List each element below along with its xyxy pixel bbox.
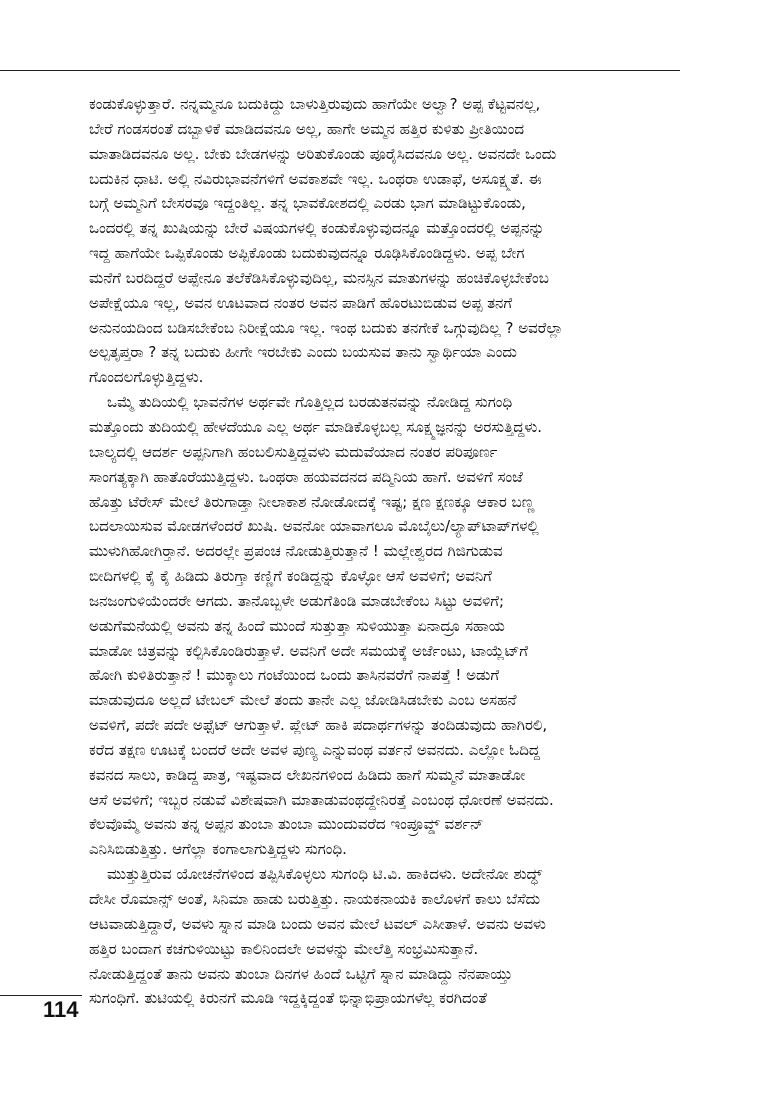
text-line: ಹತ್ತಿರ ಬಂದಾಗ ಕಚಗುಳಿಯಿಟ್ಟು ಕಾಲಿನಿಂದಲೇ ಅವಳನ್ನು ಮೇಲೆತ್ತಿ ಸಂಭ್ರಮಿಸುತ್ತಾನೆ. xyxy=(89,939,479,958)
text-line: ಅಡುಗೆಮನೆಯಲ್ಲಿ ಅವನು ತನ್ನ ಹಿಂದೆ ಮುಂದೆ ಸುತ್ತುತ್ತಾ ಸುಳಿಯುತ್ತಾ ಏನಾದ್ರೂ ಸಹಾಯ xyxy=(89,616,505,635)
text-line: ಬೇರೆ ಗಂಡಸರಂತೆ ದಬ್ಬಾಳಿಕೆ ಮಾಡಿದವನೂ ಅಲ್ಲ, ಹಾಗೇ ಅಮ್ಮನ ಹತ್ತಿರ ಕುಳಿತು ಪ್ರೀತಿಯಿಂದ xyxy=(89,119,525,138)
text-line: ಮುತ್ತುತ್ತಿರುವ ಯೋಚನೆಗಳಿಂದ ತಪ್ಪಿಸಿಕೊಳ್ಳಲು ಸುಗಂಧಿ ಟಿ.ವಿ. ಹಾಕಿದಳು. ಅದೇನೋ ಶುದ್ಧ್ xyxy=(107,865,543,884)
text-line: ಮಾತಾಡಿದವನೂ ಅಲ್ಲ. ಬೇಕು ಬೇಡಗಳನ್ನು ಅರಿತುಕೊಂಡು ಪೂರೈಸಿದವನೂ ಅಲ್ಲ. ಅವನದೇ ಒಂದು xyxy=(89,144,557,163)
text-line: ಬದಲಾಯಿಸುವ ಮೋಡಗಳೆಂದರೆ ಖುಷಿ. ಅವನೋ ಯಾವಾಗಲೂ ಮೊಬೈಲು/ಲ್ಯಾಪ್‌ಟಾಪ್‌ಗಳಲ್ಲಿ xyxy=(89,517,539,536)
text-line: ಮುಳುಗಿಹೋಗಿರ್‍ತಾನೆ. ಅದರಲ್ಲೇ ಪ್ರಪಂಚ ನೋಡುತ್ತಿರುತ್ತಾನೆ ! ಮಲ್ಲೇಶ್ವರದ ಗಿಜಿಗುಡುವ xyxy=(89,542,503,561)
text-line: ಜನಜಂಗುಳಿಯೆಂದರೇ ಆಗದು. ತಾನೊಬ್ಬಳೇ ಅಡುಗೆತಿಂಡಿ ಮಾಡಬೇಕೆಂಬ ಸಿಟ್ಟು ಅವಳಿಗೆ; xyxy=(89,591,505,610)
text-line: ಅಲ್ಪತೃಪ್ತರಾ ? ತನ್ನ ಬದುಕು ಹೀಗೇ ಇರಬೇಕು ಎಂದು ಬಯಸುವ ತಾನು ಸ್ವಾರ್ಥಿಯಾ ಎಂದು xyxy=(89,343,517,362)
text-line: ನೋಡುತ್ತಿದ್ದಂತೆ ತಾನು ಅವನು ತುಂಬಾ ದಿನಗಳ ಹಿಂದೆ ಒಟ್ಟಿಗೆ ಸ್ನಾನ ಮಾಡಿದ್ದು ನೆನಪಾಯ್ತು xyxy=(89,964,513,983)
text-line: ಮನೆಗೆ ಬರದಿದ್ದರೆ ಅಪ್ಪೇನೂ ತಲೆಕೆಡಿಸಿಕೊಳ್ಳುವುದಿಲ್ಲ, ಮನಸ್ಸಿನ ಮಾತುಗಳನ್ನು ಹಂಚಿಕೊಳ್ಳಬೇಕೆಂಬ xyxy=(89,268,549,287)
text-line: ಒಂದರಲ್ಲಿ ತನ್ನ ಖುಷಿಯನ್ನು ಬೇರೆ ವಿಷಯಗಳಲ್ಲಿ ಕಂಡುಕೊಳ್ಳುವುದನ್ನೂ ಮತ್ತೊಂದರಲ್ಲಿ ಅಪ್ಪನನ್ನು xyxy=(89,219,545,238)
text-line: ಅಪೇಕ್ಷೆಯೂ ಇಲ್ಲ, ಅವನ ಊಟವಾದ ನಂತರ ಅವನ ಪಾಡಿಗೆ ಹೊರಟುಬಿಡುವ ಅಪ್ಪ ತನಗೆ xyxy=(89,293,513,312)
text-line: ಬಾಲ್ಯದಲ್ಲಿ ಆದರ್ಶ ಅಪ್ಪನಿಗಾಗಿ ಹಂಬಲಿಸುತ್ತಿದ್ದವಳು ಮದುವೆಯಾದ ನಂತರ ಪರಿಪೂರ್ಣ xyxy=(89,442,498,461)
text-line: ಬದುಕಿನ ಧಾಟಿ. ಅಲ್ಲಿ ನವಿರುಭಾವನೆಗಳಿಗೆ ಅವಕಾಶವೇ ಇಲ್ಲ. ಒಂಥರಾ ಉಡಾಫೆ, ಅಸೂಕ್ಷ್ಮತೆ. ಈ xyxy=(89,169,542,188)
text-line: ಗೊಂದಲಗೊಳ್ಳುತ್ತಿದ್ದಳು. xyxy=(89,368,204,387)
text-line: ಕವನದ ಸಾಲು, ಕಾಡಿದ್ದ ಪಾತ್ರ, ಇಷ್ಟವಾದ ಲೇಖನಗಳಿಂದ ಹಿಡಿದು ಹಾಗೆ ಸುಮ್ಮನೆ ಮಾತಾಡೋ xyxy=(89,765,526,784)
text-line: ಬೀದಿಗಳಲ್ಲಿ ಕೈ ಕೈ ಹಿಡಿದು ತಿರುಗ್ತಾ ಕಣ್ಣಿಗೆ ಕಂಡಿದ್ದನ್ನು ಕೊಳ್ಳೋ ಆಸೆ ಅವಳಿಗೆ; ಅವನಿಗೆ xyxy=(89,567,492,586)
text-line: ಮಾಡೋ ಚಿತ್ರವನ್ನು ಕಲ್ಪಿಸಿಕೊಂಡಿರುತ್ತಾಳೆ. ಅವನಿಗೆ ಅದೇ ಸಮಯಕ್ಕೆ ಅರ್ಜೆಂಟು, ಟಾಯ್ಲೆಟ್‌ಗೆ xyxy=(89,641,529,660)
page-number: 114 xyxy=(43,997,79,1022)
text-line: ಹೋಗಿ ಕುಳಿತಿರುತ್ತಾನೆ ! ಮುಕ್ಕಾಲು ಗಂಟೆಯಿಂದ ಒಂದು ತಾಸಿನವರೆಗೆ ನಾಪತ್ತೆ ! ಅಡುಗೆ xyxy=(89,666,500,685)
text-line: ಮತ್ತೊಂದು ತುದಿಯಲ್ಲಿ ಹೇಳದೆಯೂ ಎಲ್ಲ ಅರ್ಥ ಮಾಡಿಕೊಳ್ಳಬಲ್ಲ ಸೂಕ್ಷ್ಮಜ್ಞನನ್ನು ಅರಸುತ್ತಿದ್ದಳು. xyxy=(89,417,543,436)
text-line: ಕರೆದ ತಕ್ಷಣ ಊಟಕ್ಕೆ ಬಂದರೆ ಅದೇ ಅವಳ ಪುಣ್ಯ ಎನ್ನುವಂಥ ವರ್ತನೆ ಅವನದು. ಎಲ್ಲೋ ಓದಿದ್ದ xyxy=(89,740,540,759)
text-line: ಎನಿಸಿಬಿಡುತ್ತಿತ್ತು. ಆಗೆಲ್ಲಾ ಕಂಗಾಲಾಗುತ್ತಿದ್ದಳು ಸುಗಂಧಿ. xyxy=(89,840,347,859)
text-line: ಬಗ್ಗೆ ಅಮ್ಮನಿಗೆ ಬೇಸರವೂ ಇದ್ದಂತಿಲ್ಲ. ತನ್ನ ಭಾವಕೋಶದಲ್ಲಿ ಎರಡು ಭಾಗ ಮಾಡಿಟ್ಟುಕೊಂಡು, xyxy=(89,194,526,213)
text-line: ಸುಗಂಧಿಗೆ. ತುಟಿಯಲ್ಲಿ ಕಿರುನಗೆ ಮೂಡಿ ಇದ್ದಕ್ಕಿದ್ದಂತೆ ಭಿನ್ನಾಭಿಪ್ರಾಯಗಳೆಲ್ಲ ಕರಗಿದಂತೆ xyxy=(89,989,487,1008)
footer-rule xyxy=(0,995,82,996)
header-rule xyxy=(0,70,680,71)
text-line: ಆಸೆ ಅವಳಿಗೆ; ಇಬ್ಬರ ನಡುವೆ ವಿಶೇಷವಾಗಿ ಮಾತಾಡುವಂಥದ್ದೇನಿರತ್ತೆ ಎಂಬಂಥ ಧೋರಣೆ ಅವನದು. xyxy=(89,790,554,809)
text-line: ಹೊತ್ತು ಟೆರೇಸ್ ಮೇಲೆ ತಿರುಗಾಡ್ತಾ ನೀಲಾಕಾಶ ನೋಡೋದಕ್ಕೆ ಇಷ್ಟ; ಕ್ಷಣ ಕ್ಷಣಕ್ಕೂ ಆಕಾರ ಬಣ್ಣ xyxy=(89,492,535,511)
body-text xyxy=(89,92,681,1011)
text-line: ಒಮ್ಮೆ ತುದಿಯಲ್ಲಿ ಭಾವನೆಗಳ ಅರ್ಥವೇ ಗೊತ್ತಿಲ್ಲದ ಬರಡುತನವನ್ನು ನೋಡಿದ್ದ ಸುಗಂಧಿ xyxy=(107,393,513,412)
text-line: ಇದ್ದ ಹಾಗೆಯೇ ಒಪ್ಪಿಕೊಂಡು ಅಪ್ಪಿಕೊಂಡು ಬದುಕುವುದನ್ನೂ ರೂಢಿಸಿಕೊಂಡಿದ್ದಳು. ಅಪ್ಪ ಬೇಗ xyxy=(89,244,525,263)
text-line: ಅವಳಿಗೆ, ಪದೇ ಪದೇ ಅಫ್ಸೆಟ್ ಆಗುತ್ತಾಳೆ. ಪ್ಲೇಟ್ ಹಾಕಿ ಪದಾರ್ಥಗಳನ್ನು ತಂದಿಡುವುದು ಹಾಗಿರಲಿ, xyxy=(89,716,548,735)
text-line: ಮಾಡುವುದೂ ಅಲ್ಲದೆ ಟೇಬಲ್ ಮೇಲೆ ತಂದು ತಾನೇ ಎಲ್ಲ ಜೋಡಿಸಿಡಬೇಕು ಎಂಬ ಅಸಹನೆ xyxy=(89,691,517,710)
text-line: ಸಾಂಗತ್ಯಕ್ಕಾಗಿ ಹಾತೊರೆಯುತ್ತಿದ್ದಳು. ಒಂಥರಾ ಹಯವದನದ ಪದ್ಮಿನಿಯ ಹಾಗೆ. ಅವಳಿಗೆ ಸಂಜೆ xyxy=(89,467,523,486)
text-line: ಆಟವಾಡುತ್ತಿದ್ದಾರೆ, ಅವಳು ಸ್ನಾನ ಮಾಡಿ ಬಂದು ಅವನ ಮೇಲೆ ಟವಲ್ ಎಸೀತಾಳೆ. ಅವನು ಅವಳು xyxy=(89,914,546,933)
text-line: ಕೆಲವೊಮ್ಮೆ ಅವನು ತನ್ನ ಅಪ್ಪನ ತುಂಬಾ ತುಂಬಾ ಮುಂದುವರೆದ ಇಂಪ್ರೂವ್ಡ್ ವರ್ಶನ್ xyxy=(89,815,484,834)
text-line: ಅನುನಯದಿಂದ ಬಡಿಸಬೇಕೆಂಬ ನಿರೀಕ್ಷೆಯೂ ಇಲ್ಲ. ಇಂಥ ಬದುಕು ತನಗೇಕೆ ಒಗ್ಗುವುದಿಲ್ಲ ? ಅವರೆಲ್ಲಾ xyxy=(89,318,564,337)
text-line: ದೇಸೀ ರೊಮಾನ್ಸ್ ಅಂತೆ, ಸಿನಿಮಾ ಹಾಡು ಬರುತ್ತಿತ್ತು. ನಾಯಕನಾಯಕಿ ಕಾಲೊಳಗೆ ಕಾಲು ಬೆಸೆದು xyxy=(89,890,541,908)
text-line: ಕಂಡುಕೊಳ್ಳುತ್ತಾರೆ. ನನ್ನಮ್ಮನೂ ಬದುಕಿದ್ದು ಬಾಳುತ್ತಿರುವುದು ಹಾಗೆಯೇ ಅಲ್ವಾ? ಅಪ್ಪ ಕೆಟ್ಟವನಲ್ಲ, xyxy=(89,95,541,113)
